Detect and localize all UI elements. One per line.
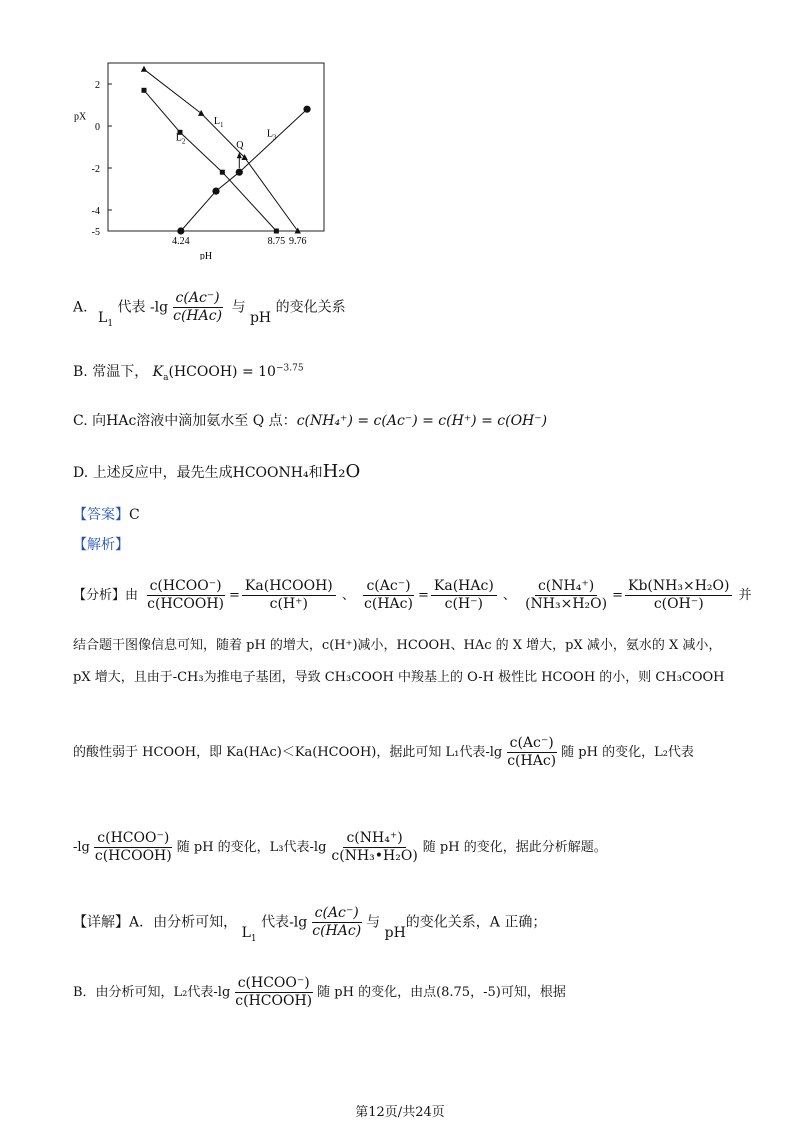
analysis-label: 【分析】由 [73, 588, 139, 603]
detail-text: A．由分析可知， [129, 914, 238, 931]
y-tick-label: -4 [91, 206, 100, 217]
option-text: 和 [308, 465, 323, 481]
denominator: c(HCOOH) [94, 848, 172, 864]
series-line-l2 [144, 90, 180, 132]
numerator: c(HCOO⁻) [94, 830, 172, 848]
detail-label: 【详解】 [73, 914, 129, 931]
option-text: 溶液中滴加氨水至 Q 点： [136, 413, 297, 429]
option-c [73, 411, 547, 431]
analysis-text: 的酸性弱于 HCOOH，即 Ka(HAc)＜Ka(HCOOH)，据此可知 L₁代表 [73, 745, 486, 760]
circle-marker [236, 169, 243, 176]
denominator: c(HCOOH) [147, 596, 225, 612]
circle-marker [177, 227, 184, 234]
analysis-formula-line: 【分析】由 $\frac{\text{c(HCOO⁻)}}{\text{c(HCOOH)}}$ = $\frac{\text{Ka(HCOOH)}}{c(H^+)}$ 、 $\frac{c(Ac^-)}{\text{c(HAc)}}$ = $\frac{\text{Ka(HAc)}}{c(H^-)}$ 、 $\frac{\text{c(NH₄⁺)}}{\text{(NH₃×H₂O)}}$ = $\frac{\text{Kb(NH₃×H₂O)}}{c(OH^-)}$ 并 [73, 578, 752, 612]
plot-frame [108, 63, 324, 231]
page-footer: 第12页/共24页 [355, 1105, 445, 1120]
numerator: c(Ac⁻) [173, 290, 223, 308]
numerator: c(HCOO⁻) [235, 975, 313, 993]
series-line-l1 [245, 158, 298, 232]
exponent: −3.75 [275, 363, 304, 374]
numerator: c(Ac⁻) [363, 578, 413, 596]
option-text: 代表 [117, 299, 146, 316]
fraction [242, 578, 336, 613]
y-axis-label: pX [74, 111, 87, 123]
numerator: c(Ac⁻) [507, 735, 557, 753]
series-line-l2 [180, 132, 222, 172]
series-line-l1 [144, 69, 201, 113]
detail-text: 代表 [261, 914, 290, 931]
detail-line-b: B．由分析可知，L₂代表-lg $\frac{\text{c(HCOO⁻)}}{\text{c(HCOOH)}}$ 随 pH 的变化，由点(8.75，-5)可知，根据 [73, 975, 566, 1009]
option-letter: A. [73, 299, 88, 316]
fraction [232, 975, 315, 1010]
square-marker [142, 88, 147, 93]
series-line-l3 [216, 172, 239, 191]
numerator: Ka(HAc) [431, 578, 497, 596]
x-tick-label: 8.75 [267, 236, 286, 247]
denominator: (NH₃×H₂O) [525, 596, 608, 612]
denominator: c(HAc) [507, 753, 557, 769]
circle-marker [303, 106, 310, 113]
denominator: c(HAc) [364, 596, 413, 612]
y-tick-label: -5 [91, 227, 100, 238]
circle-marker [212, 188, 219, 195]
option-text: 的变化关系 [275, 299, 346, 316]
q-arrow-head [237, 152, 242, 158]
line-symbol: L [98, 309, 108, 326]
denominator: c(HCOOH) [235, 993, 313, 1009]
option-text: 与 [231, 299, 246, 316]
separator: 、 [341, 588, 355, 603]
equation: (HCOOH) = 10 [168, 364, 276, 380]
lg-prefix: -lg [149, 299, 169, 316]
fraction [504, 735, 559, 770]
answer-label: 【答案】 [73, 507, 129, 523]
formula: HAc [106, 413, 137, 429]
denominator: c(OH⁻) [653, 596, 704, 612]
detail-text: 与 [366, 914, 381, 931]
denominator: c(H⁺) [269, 596, 309, 612]
square-marker [220, 170, 225, 175]
triangle-marker [141, 66, 147, 72]
numerator: Kb(NH₃×H₂O) [625, 578, 732, 596]
y-tick-label: 2 [95, 80, 100, 91]
numerator: Ka(HCOOH) [242, 578, 336, 596]
y-tick-label: -2 [91, 164, 100, 175]
formula: H₂O [322, 461, 361, 482]
option-b [73, 362, 304, 382]
numerator: c(HCOO⁻) [147, 578, 225, 596]
detail-text: 随 pH 的变化，由点(8.75，-5)可知，根据 [317, 985, 566, 1000]
detail-text: 的变化关系，A 正确； [405, 914, 547, 931]
analysis-line-2: 结合题干图像信息可知，随着 pH 的增大，c(H⁺)减小，HCOOH、HAc 的 X 增大，pX 减小，氨水的 X 减小， [73, 638, 722, 653]
fraction [170, 290, 225, 325]
ka-subscript: a [163, 372, 169, 383]
analysis-text: 随 pH 的变化，L₂代表 [561, 745, 694, 760]
analysis-label: 【解析】 [73, 537, 129, 553]
line-label-l2: $L_2$ [175, 132, 186, 146]
triangle-marker [198, 110, 204, 116]
denominator: c(H⁻) [444, 596, 484, 612]
numerator: c(Ac⁻) [312, 905, 362, 923]
option-text: 上述反应中，最先生成 [92, 465, 233, 481]
numerator: c(NH₄⁺) [343, 830, 405, 848]
ph-symbol: pH [249, 309, 272, 326]
series-line-l2 [222, 172, 276, 231]
detail-text: B．由分析可知，L₂代表 [73, 985, 214, 1000]
series-line-l3 [181, 191, 216, 231]
analysis-text: 随 pH 的变化，L₃代表 [176, 840, 310, 855]
option-a [73, 290, 346, 329]
analysis-heading [73, 535, 129, 555]
fraction [328, 830, 420, 865]
square-marker [274, 229, 279, 234]
option-letter: C. [73, 413, 88, 429]
option-letter: D. [73, 465, 89, 481]
x-tick-label: 4.24 [172, 236, 190, 247]
answer-value: C [129, 507, 140, 523]
y-tick-label: 0 [95, 122, 100, 133]
line-label-l1: $L_1$ [213, 115, 224, 129]
option-text: 常温下， [92, 364, 149, 380]
x-axis-label: pH [199, 251, 213, 260]
q-label: Q [236, 140, 244, 152]
option-d [73, 462, 360, 483]
analysis-line-4: 的酸性弱于 HCOOH，即 Ka(HAc)＜Ka(HCOOH)，据此可知 L₁代表-lg $\frac{c(Ac^-)}{\text{c(HAc)}}$ 随 pH 的变化，L₂代表 [73, 735, 694, 769]
fraction [361, 578, 416, 613]
option-text: 向 [92, 413, 107, 429]
fraction [92, 830, 175, 865]
denominator: c(NH₃•H₂O) [331, 848, 418, 864]
detail-line-a: 【详解】A．由分析可知， $L_1$ 代表-lg $\frac{c(Ac^-)}{\text{c(HAc)}}$ 与 pH的变化关系，A 正确； [73, 905, 547, 944]
analysis-text: 随 pH 的变化，据此分析解题。 [422, 840, 607, 855]
analysis-text: 并 [738, 588, 752, 603]
fraction [625, 578, 732, 613]
line-label-l3: $L_3$ [266, 128, 277, 142]
analysis-line-3: pX 增大，且由于-CH₃为推电子基团，导致 CH₃COOH 中羧基上的 O-H 极性比 HCOOH 的小，则 CH₃COOH [73, 670, 725, 685]
separator: 、 [502, 588, 516, 603]
ka-symbol: K [152, 364, 164, 380]
denominator: c(HAc) [173, 308, 223, 324]
equation: c(NH₄⁺) = c(Ac⁻) = c(H⁺) = c(OH⁻) [296, 413, 548, 429]
x-tick-label: 9.76 [288, 236, 307, 247]
numerator: c(NH₄⁺) [535, 578, 597, 596]
ph-px-chart [70, 55, 340, 260]
answer-line [73, 505, 140, 525]
option-letter: B. [73, 364, 88, 380]
fraction [144, 578, 227, 613]
analysis-line-5: -lg $\frac{\text{c(HCOO⁻)}}{\text{c(HCOOH)}}$ 随 pH 的变化，L₃代表-lg $\frac{\text{c(NH₄⁺)}}{\text{c(NH₃•H₂O)}}$ 随 pH 的变化，据此分析解题。 [73, 830, 607, 864]
formula: HCOONH₄ [232, 465, 309, 481]
fraction [431, 578, 497, 613]
fraction [309, 905, 364, 940]
line-subscript: 1 [107, 318, 114, 329]
fraction [522, 578, 610, 613]
denominator: c(HAc) [312, 923, 362, 939]
